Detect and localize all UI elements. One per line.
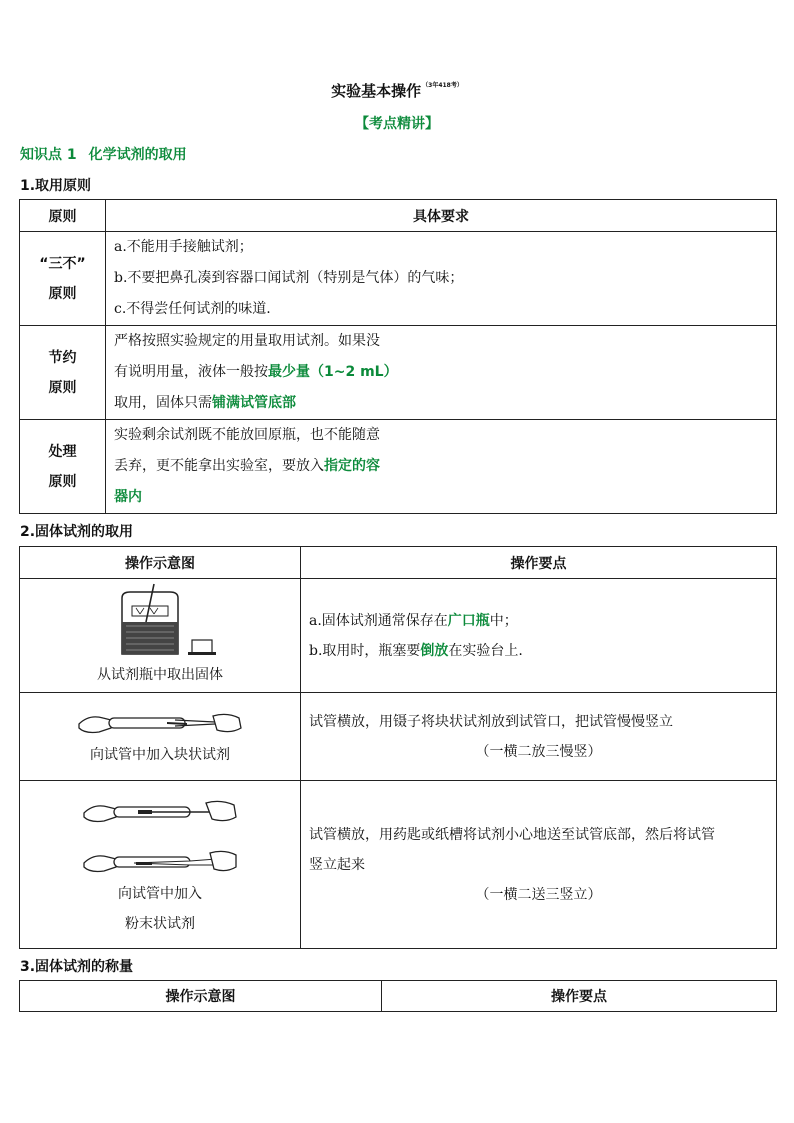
table-header-row — [20, 547, 777, 579]
col-header-requirements: 具体要求 — [106, 200, 777, 232]
knowledge-point-number: 知识点 1 — [20, 147, 77, 163]
table-row — [20, 420, 777, 514]
diagram-caption: 从试剂瓶中取出固体 — [97, 666, 223, 683]
table-row — [20, 232, 777, 326]
diagram-cell — [20, 781, 301, 949]
principle-label: 处理 原则 — [20, 420, 106, 514]
page-title-text: 实验基本操作 — [331, 82, 422, 100]
knowledge-point-title: 化学试剂的取用 — [88, 147, 187, 163]
reagent-bottle-icon — [100, 582, 220, 660]
table-row — [20, 781, 777, 949]
principle-requirements: a.不能用手接触试剂； b.不要把鼻孔凑到容器口闻试剂（特别是气体）的气味； c.不得尝任何试剂的味道. — [106, 232, 777, 326]
principles-table — [19, 199, 777, 514]
key-points-cell: a.固体试剂通常保存在广口瓶中； b.取用时，瓶塞要倒放在实验台上. — [301, 579, 777, 693]
table-row — [20, 326, 777, 420]
page-subtitle: 【考点精讲】 — [355, 116, 439, 132]
key-points-cell: 试管横放，用镊子将块状试剂放到试管口，把试管慢慢竖立 （一横二放三慢竖） — [301, 693, 777, 781]
principle-label: “三不” 原则 — [20, 232, 106, 326]
highlight-text: 广口瓶 — [447, 612, 490, 629]
col-header-diagram: 操作示意图 — [20, 981, 382, 1012]
highlight-text: 器内 — [114, 489, 142, 505]
weighing-table — [19, 980, 777, 1012]
section-1-heading: 1.取用原则 — [20, 178, 92, 194]
col-header-key-points: 操作要点 — [382, 981, 777, 1012]
highlight-text: 指定的容 — [324, 458, 380, 474]
paper-trough-test-tube-icon — [80, 841, 240, 879]
solid-reagent-table — [19, 546, 777, 949]
diagram-caption: 粉末状试剂 — [125, 915, 195, 932]
page-title-note: （3年418考） — [422, 82, 463, 89]
tweezers-test-tube-icon — [75, 704, 245, 740]
spatula-test-tube-icon — [80, 791, 240, 829]
principle-requirements: 严格按照实验规定的用量取用试剂。如果没 有说明用量，液体一般按最少量（1~2 mL） 取用，固体只需铺满试管底部 — [106, 326, 777, 420]
table-header-row — [20, 981, 777, 1012]
table-header-row — [20, 200, 777, 232]
col-header-principle: 原则 — [20, 200, 106, 232]
table-row — [20, 579, 777, 693]
page-title — [0, 80, 794, 101]
diagram-cell — [20, 693, 301, 781]
section-3-heading: 3.固体试剂的称量 — [20, 959, 134, 975]
key-points-cell: 试管横放，用药匙或纸槽将试剂小心地送至试管底部，然后将试管 竖立起来 （一横二送三竖立） — [301, 781, 777, 949]
diagram-caption: 向试管中加入 — [118, 885, 202, 902]
knowledge-point-heading — [20, 144, 187, 164]
principle-label: 节约 原则 — [20, 326, 106, 420]
section-2-heading: 2.固体试剂的取用 — [20, 524, 134, 540]
diagram-cell — [20, 579, 301, 693]
highlight-text: 倒放 — [420, 642, 449, 659]
highlight-text: 铺满试管底部 — [212, 395, 296, 411]
bottle-stopper-icon — [192, 640, 212, 654]
table-row — [20, 693, 777, 781]
highlight-text: 最少量（1~2 mL） — [268, 364, 398, 380]
principle-requirements: 实验剩余试剂既不能放回原瓶，也不能随意 丢弃，更不能拿出实验室，要放入指定的容 器内 — [106, 420, 777, 514]
diagram-caption: 向试管中加入块状试剂 — [90, 746, 230, 763]
col-header-key-points: 操作要点 — [301, 547, 777, 579]
col-header-diagram: 操作示意图 — [20, 547, 301, 579]
